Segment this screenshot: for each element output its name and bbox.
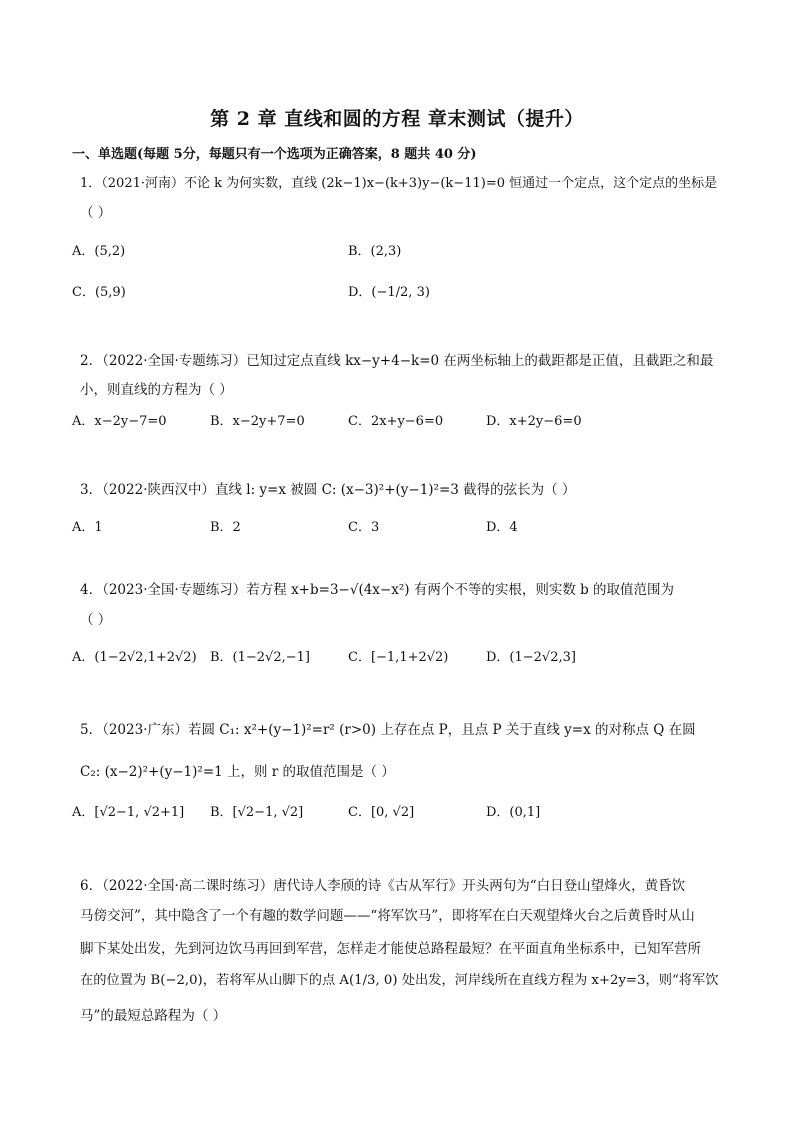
question-5-option-a: A．[√2−1, √2+1] (72, 805, 185, 820)
question-4-line-1: 4．（2023·全国·专题练习）若方程 x+b=3−√(4x−x²) 有两个不等的实根，则实数 b 的取值范围为 (80, 582, 675, 598)
question-3-option-c: C．3 (348, 520, 380, 535)
question-1-option-d: D．(−1/2, 3) (348, 285, 430, 300)
question-3-option-b: B．2 (210, 520, 241, 535)
question-5-option-b: B．[√2−1, √2] (210, 805, 304, 820)
question-3-option-d: D．4 (486, 520, 518, 535)
question-4-option-c: C．[−1,1+2√2) (348, 650, 449, 665)
question-6-line-1: 6．（2022·全国·高二课时练习）唐代诗人李颀的诗《古从军行》开头两句为“白日登山望烽火，黄昏饮 (80, 878, 686, 894)
question-6-line-2: 马傍交河”，其中隐含了一个有趣的数学问题——“将军饮马”，即将军在白天观望烽火台之后黄昏时从山 (80, 908, 695, 924)
question-5-line-1: 5．（2023·广东）若圆 C₁: x²+(y−1)²=r² (r>0) 上存在点 P，且点 P 关于直线 y=x 的对称点 Q 在圆 (80, 722, 696, 738)
question-1-line-2: （ ） (80, 205, 112, 221)
question-4-line-2: （ ） (80, 612, 112, 628)
question-1-option-a: A．(5,2) (72, 244, 126, 259)
question-6-line-4: 在的位置为 B(−2,0)，若将军从山脚下的点 A(1/3, 0) 处出发，河岸线所在直线方程为 x+2y=3，则“将军饮 (80, 973, 719, 988)
question-6-line-5: 马”的最短总路程为（ ） (80, 1008, 227, 1024)
question-1-line-1: 1．（2021·河南）不论 k 为何实数，直线 (2k−1)x−(k+3)y−(k−11)=0 恒通过一个定点，这个定点的坐标是 (80, 176, 718, 191)
question-1-option-b: B．(2,3) (348, 244, 402, 259)
question-5-option-c: C．[0, √2] (348, 805, 415, 820)
question-3-line-1: 3．（2022·陕西汉中）直线 l: y=x 被圆 C: (x−3)²+(y−1)²=3 截得的弦长为（ ） (80, 482, 576, 498)
question-4-option-a: A．(1−2√2,1+2√2) (72, 650, 197, 665)
question-1-option-c: C．(5,9) (72, 285, 126, 300)
section-heading: 一、单选题(每题 5分，每题只有一个选项为正确答案，8 题共 40 分) (72, 147, 477, 162)
question-2-option-a: A．x−2y−7=0 (72, 414, 167, 429)
question-2-option-b: B．x−2y+7=0 (210, 414, 305, 429)
question-2-option-c: C．2x+y−6=0 (348, 414, 444, 429)
question-2-line-1: 2．（2022·全国·专题练习）已知过定点直线 kx−y+4−k=0 在两坐标轴上的截距都是正值，且截距之和最 (80, 353, 714, 369)
question-4-option-b: B．(1−2√2,−1] (210, 650, 310, 665)
question-5-option-d: D．(0,1] (486, 805, 541, 820)
question-2-option-d: D．x+2y−6=0 (486, 414, 582, 429)
page-title: 第 2 章 直线和圆的方程 章末测试（提升） (210, 108, 584, 130)
question-5-line-2: C₂: (x−2)²+(y−1)²=1 上，则 r 的取值范围是（ ） (80, 764, 395, 780)
question-2-line-2: 小，则直线的方程为（ ） (80, 382, 233, 398)
question-3-option-a: A．1 (72, 520, 103, 535)
question-4-option-d: D．(1−2√2,3] (486, 650, 576, 665)
question-6-line-3: 脚下某处出发，先到河边饮马再回到军营，怎样走才能使总路程最短？在平面直角坐标系中，已知军营所 (80, 941, 701, 957)
